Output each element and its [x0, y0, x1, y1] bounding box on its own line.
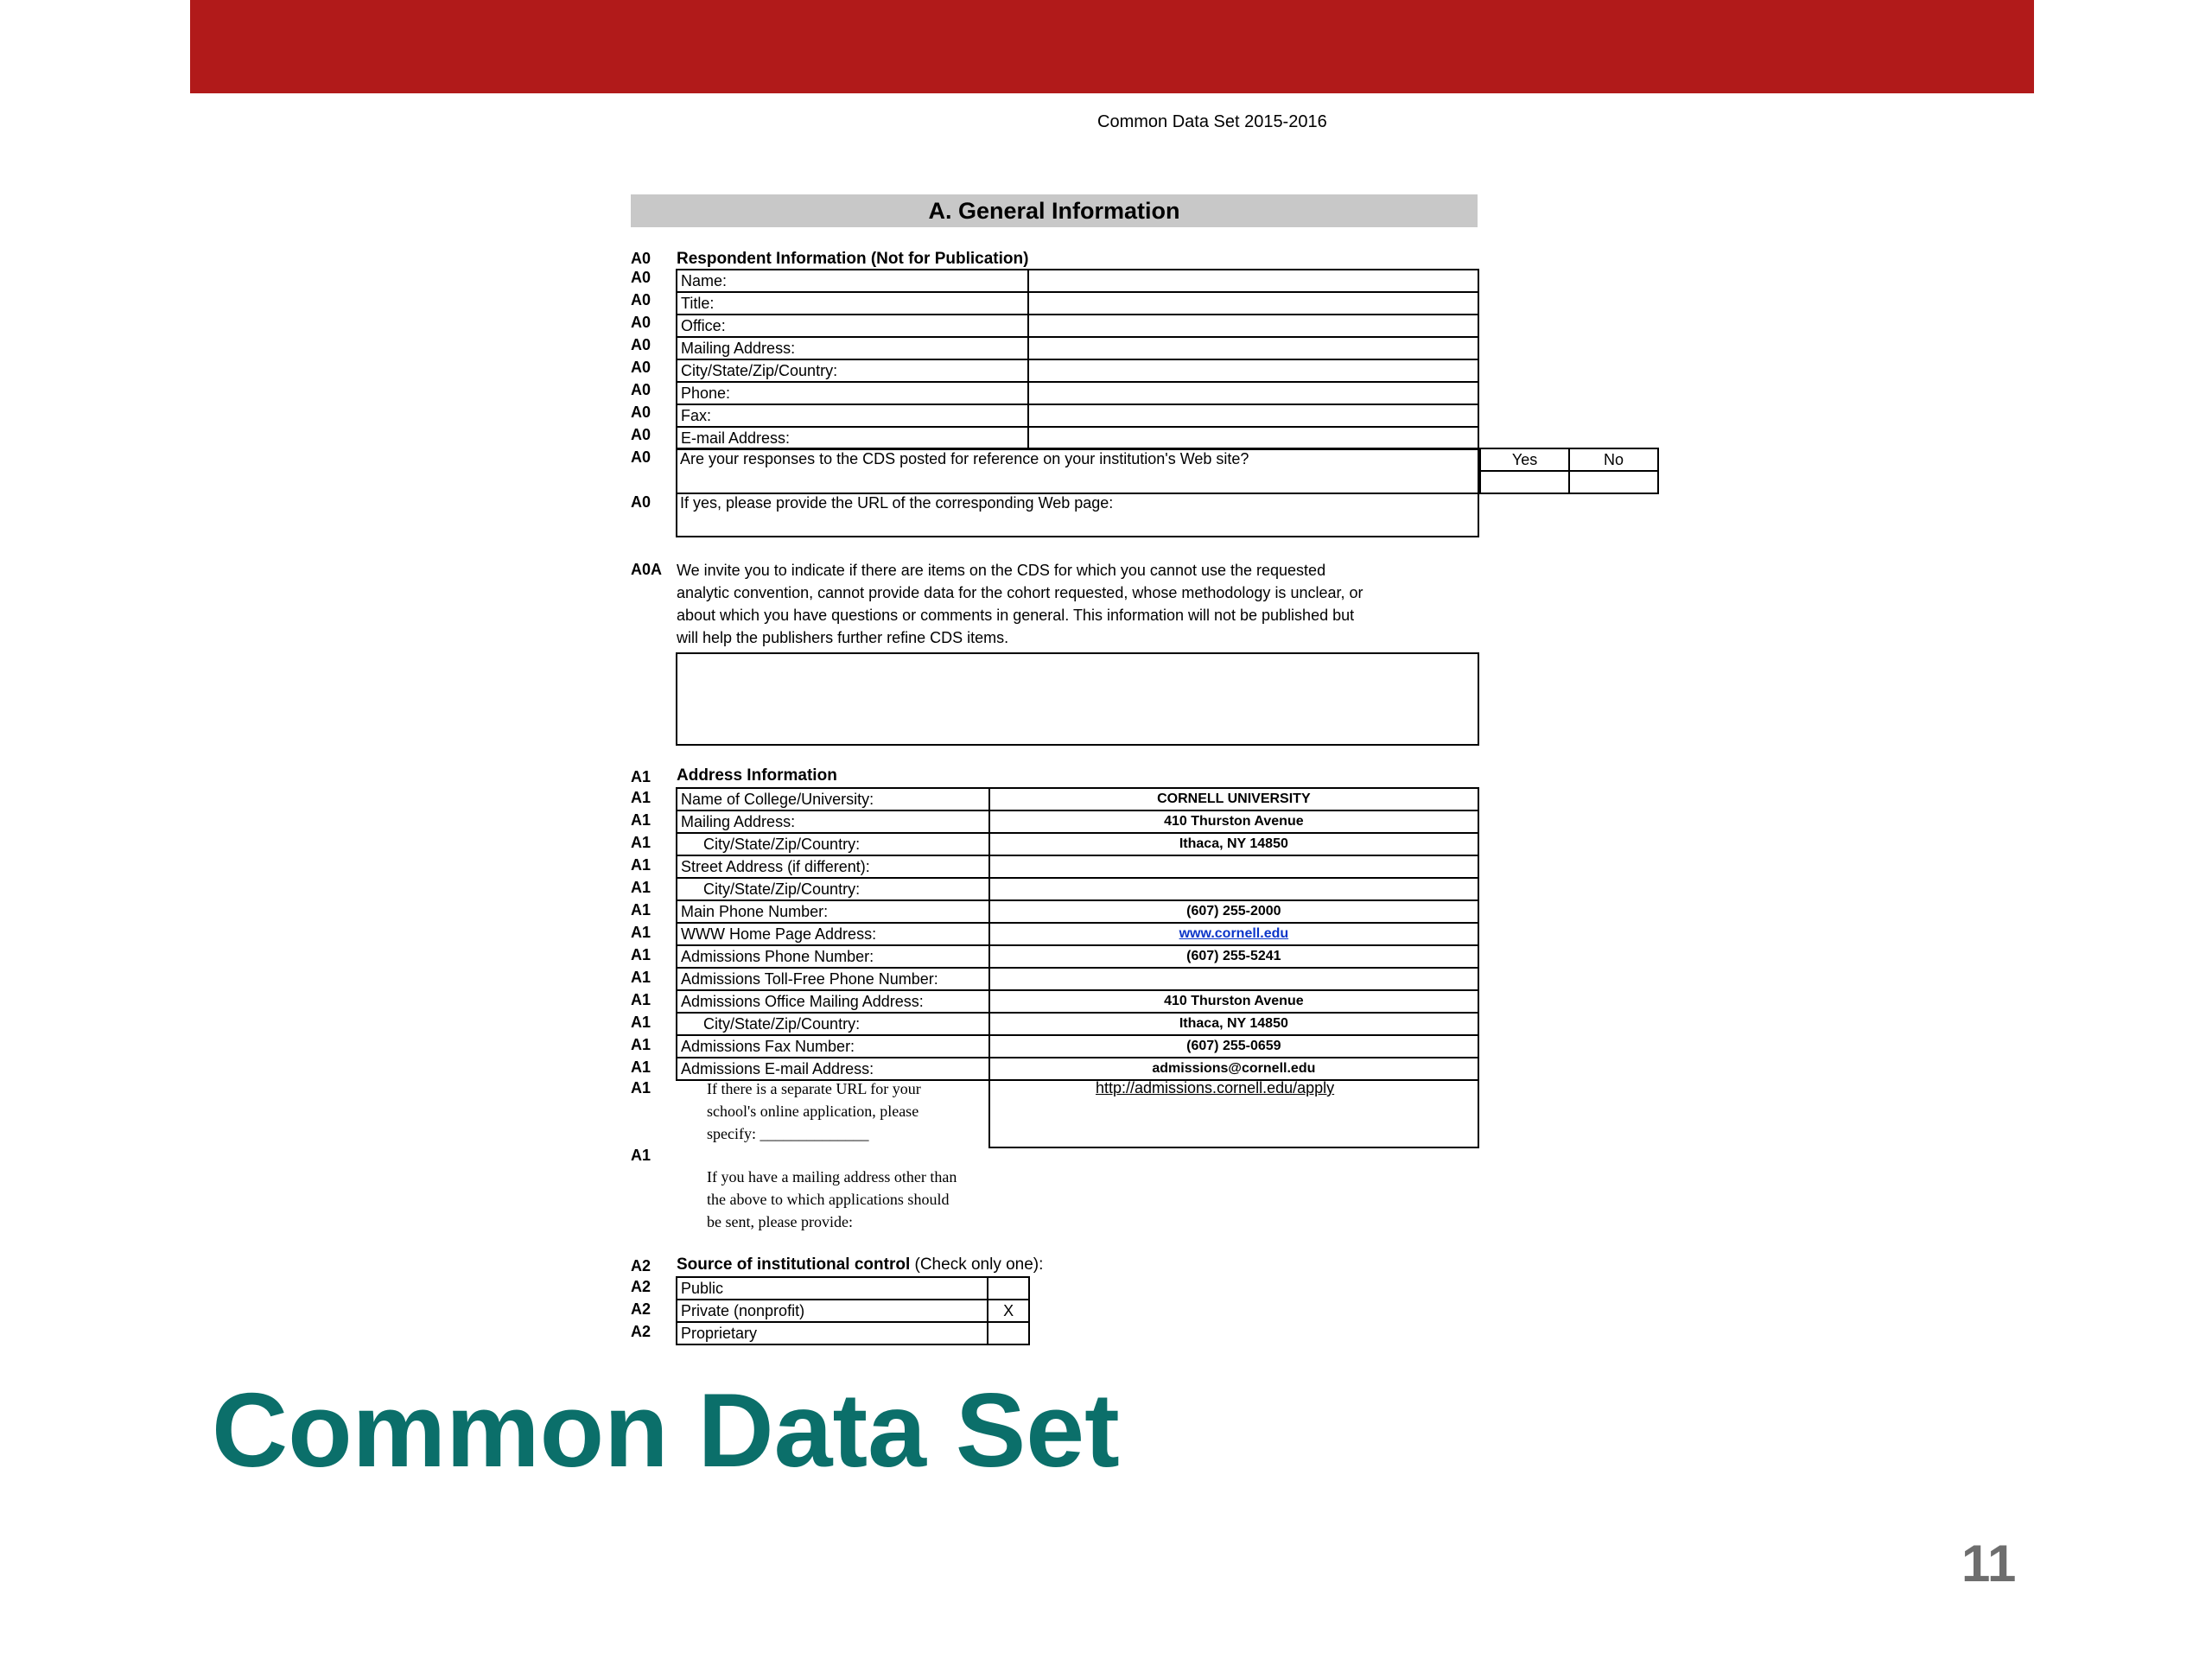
yes-checkbox[interactable]: [1480, 471, 1569, 493]
table-row: [677, 1035, 1478, 1058]
row-code: A2: [631, 1323, 652, 1340]
row-label: Office:: [677, 315, 1028, 337]
table-row: [677, 1300, 1029, 1322]
a1-mailing-code: A1: [631, 1147, 652, 1164]
header-accent-bar: [190, 0, 2034, 93]
row-code: A1: [631, 1058, 652, 1076]
row-code: A1: [631, 789, 652, 806]
row-code: A0: [631, 336, 652, 353]
row-label: Main Phone Number:: [677, 900, 989, 923]
row-code: A1: [631, 901, 652, 918]
a1-code: A1: [631, 768, 652, 785]
row-value: 410 Thurston Avenue: [989, 810, 1478, 833]
row-code: A1: [631, 811, 652, 829]
table-row: [677, 292, 1478, 315]
table-row: [677, 1013, 1478, 1035]
row-value: [989, 878, 1478, 900]
row-label: City/State/Zip/Country:: [677, 833, 989, 855]
row-label: Name:: [677, 270, 1028, 292]
row-label: Public: [677, 1277, 988, 1300]
yes-label: Yes: [1480, 448, 1569, 471]
a0a-code: A0A: [631, 561, 663, 578]
row-code: A2: [631, 1300, 652, 1318]
a0a-line: analytic convention, cannot provide data for the cohort requested, whose methodology is unclear, or: [677, 584, 1363, 601]
table-row: [677, 900, 1478, 923]
row-label: City/State/Zip/Country:: [677, 878, 989, 900]
a0a-comment-box[interactable]: [676, 652, 1479, 746]
row-label: E-mail Address:: [677, 427, 1028, 449]
row-label: City/State/Zip/Country:: [677, 359, 1028, 382]
row-code: A0: [631, 359, 652, 376]
row-value-field[interactable]: [1028, 337, 1478, 359]
table-row: [677, 788, 1478, 810]
a1-online-code: A1: [631, 1079, 652, 1096]
row-code: A1: [631, 924, 652, 941]
row-code: A0: [631, 314, 652, 331]
row-code: A1: [631, 1036, 652, 1053]
table-row: [677, 382, 1478, 404]
a2-heading: [677, 1255, 1043, 1274]
row-code: A1: [631, 1014, 652, 1031]
table-row: [677, 337, 1478, 359]
row-value-field[interactable]: [1028, 270, 1478, 292]
row-value-field[interactable]: [1028, 292, 1478, 315]
a0-heading: Respondent Information (Not for Publication): [677, 250, 1029, 268]
respondent-info-table: [676, 269, 1479, 450]
a2-heading-bold: Source of institutional control: [677, 1255, 911, 1274]
row-code: A1: [631, 856, 652, 874]
table-row: [677, 810, 1478, 833]
row-value: [989, 968, 1478, 990]
row-label: WWW Home Page Address:: [677, 923, 989, 945]
table-row: [677, 315, 1478, 337]
slide-title: Common Data Set: [212, 1371, 1120, 1489]
row-label: Phone:: [677, 382, 1028, 404]
row-value: CORNELL UNIVERSITY: [989, 788, 1478, 810]
row-value-link[interactable]: www.cornell.edu: [989, 923, 1478, 945]
check-cell[interactable]: [988, 1322, 1029, 1344]
row-code: A1: [631, 946, 652, 963]
row-code: A1: [631, 969, 652, 986]
table-row: [677, 359, 1478, 382]
a1-heading: Address Information: [677, 766, 837, 785]
row-value-field[interactable]: [1028, 315, 1478, 337]
row-value-field[interactable]: [1028, 404, 1478, 427]
row-label: Private (nonprofit): [677, 1300, 988, 1322]
row-label: Name of College/University:: [677, 788, 989, 810]
a2-heading-note: (Check only one):: [910, 1255, 1044, 1274]
row-value: Ithaca, NY 14850: [989, 1013, 1478, 1035]
table-row: [677, 990, 1478, 1013]
row-code: A0: [631, 426, 652, 443]
section-title: A. General Information: [631, 194, 1478, 227]
row-value: (607) 255-5241: [989, 945, 1478, 968]
table-row: [677, 833, 1478, 855]
row-code: A0: [631, 269, 652, 286]
row-label: Admissions Toll-Free Phone Number:: [677, 968, 989, 990]
row-label: Admissions Office Mailing Address:: [677, 990, 989, 1013]
table-row: [677, 427, 1478, 449]
row-value-field[interactable]: [1028, 382, 1478, 404]
row-value: admissions@cornell.edu: [989, 1058, 1478, 1080]
row-code: A0: [631, 404, 652, 421]
row-label: Fax:: [677, 404, 1028, 427]
table-row: [677, 270, 1478, 292]
row-value: (607) 255-2000: [989, 900, 1478, 923]
mailing-note: If you have a mailing address other than the above to which applications should be sent, please provide:: [707, 1168, 957, 1230]
table-row: [677, 878, 1478, 900]
table-row: [677, 855, 1478, 878]
row-label: City/State/Zip/Country:: [677, 1013, 989, 1035]
a0a-line: We invite you to indicate if there are items on the CDS for which you cannot use the requested: [677, 562, 1326, 579]
row-label: Admissions E-mail Address:: [677, 1058, 989, 1080]
row-label: Title:: [677, 292, 1028, 315]
online-application-link[interactable]: http://admissions.cornell.edu/apply: [1096, 1079, 1335, 1096]
a2-code: A2: [631, 1257, 652, 1274]
table-row: [677, 945, 1478, 968]
yes-no-table: [1479, 448, 1659, 494]
check-cell[interactable]: X: [988, 1300, 1029, 1322]
a0-code: A0: [631, 250, 652, 267]
row-value: Ithaca, NY 14850: [989, 833, 1478, 855]
web-posting-question: Are your responses to the CDS posted for reference on your institution's Web site?: [680, 450, 1249, 467]
row-value: [989, 855, 1478, 878]
a0a-paragraph: [677, 559, 1480, 649]
row-code: A1: [631, 879, 652, 896]
a0-url-code: A0: [631, 493, 652, 511]
row-code: A0: [631, 291, 652, 308]
row-label: Street Address (if different):: [677, 855, 989, 878]
row-code: A0: [631, 381, 652, 398]
row-value: (607) 255-0659: [989, 1035, 1478, 1058]
row-label: Admissions Phone Number:: [677, 945, 989, 968]
a0-web-code: A0: [631, 448, 652, 466]
table-row: [677, 1277, 1029, 1300]
row-code: A2: [631, 1278, 652, 1295]
row-value-field[interactable]: [1028, 427, 1478, 449]
check-cell[interactable]: [988, 1277, 1029, 1300]
table-row: [677, 1322, 1029, 1344]
row-label: Mailing Address:: [677, 810, 989, 833]
url-question: If yes, please provide the URL of the corresponding Web page:: [680, 494, 1114, 512]
url-answer-box[interactable]: [676, 493, 1479, 537]
table-row: [677, 923, 1478, 945]
row-label: Admissions Fax Number:: [677, 1035, 989, 1058]
document-header: Common Data Set 2015-2016: [1097, 112, 1327, 131]
row-label: Proprietary: [677, 1322, 988, 1344]
no-label: No: [1569, 448, 1658, 471]
row-code: A1: [631, 991, 652, 1008]
table-row: [677, 968, 1478, 990]
no-checkbox[interactable]: [1569, 471, 1658, 493]
row-value-field[interactable]: [1028, 359, 1478, 382]
table-row: [677, 404, 1478, 427]
institutional-control-table: [676, 1276, 1030, 1345]
page-number: 11: [1961, 1535, 2017, 1592]
online-application-note: If there is a separate URL for your school's online application, please specify: ______________: [707, 1080, 921, 1142]
row-code: A1: [631, 834, 652, 851]
row-label: Mailing Address:: [677, 337, 1028, 359]
address-info-table: [676, 787, 1479, 1081]
row-value: 410 Thurston Avenue: [989, 990, 1478, 1013]
a0a-line: will help the publishers further refine CDS items.: [677, 629, 1009, 646]
a0a-line: about which you have questions or comments in general. This information will not be published but: [677, 607, 1355, 624]
